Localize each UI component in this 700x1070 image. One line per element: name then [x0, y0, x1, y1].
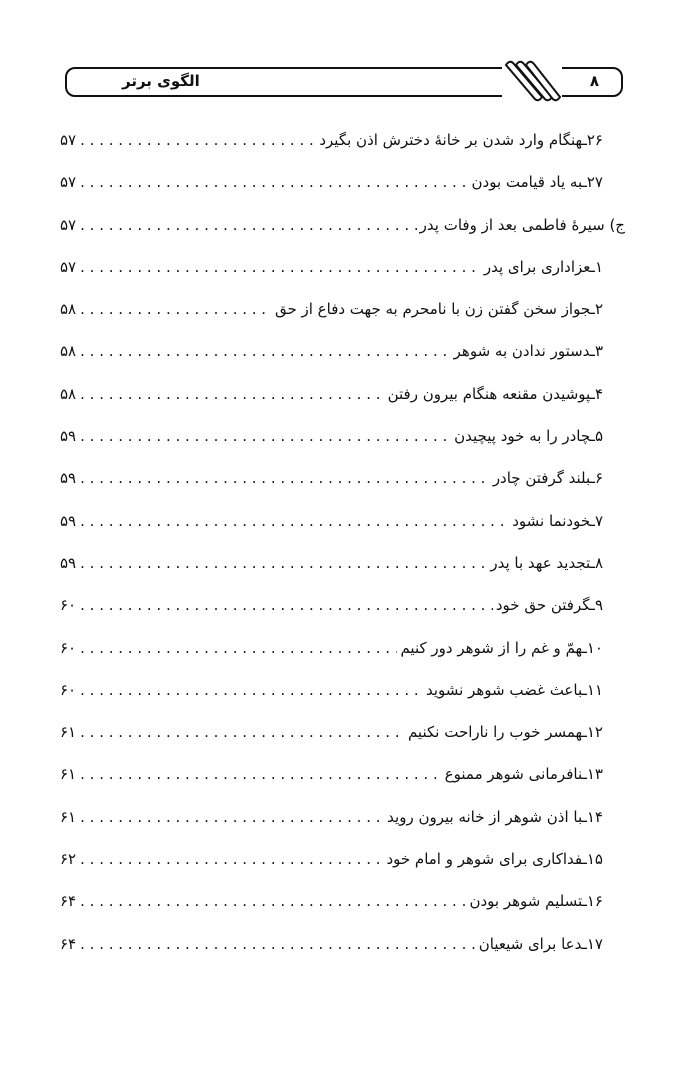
dot-leader: [80, 505, 509, 537]
dot-leader: [80, 801, 384, 833]
toc-entry-title: ۹ـگرفتن حق خود: [495, 596, 603, 615]
toc-entry-page: ۶۴: [60, 892, 77, 911]
toc-entry-title: ۱۵ـفداکاری برای شوهر و امام خود: [386, 850, 603, 869]
toc-entry-page: ۵۸: [60, 384, 77, 403]
page-number: ۸: [589, 72, 599, 90]
toc-entry-page: ۶۰: [60, 596, 77, 615]
toc-entry-page: ۵۹: [60, 469, 77, 488]
toc-entry[interactable]: [60, 716, 625, 758]
toc-entry[interactable]: [60, 335, 625, 377]
toc-entry-page: ۶۰: [60, 680, 77, 699]
toc-entry-title: ۱۲ـهمسر خوب را ناراحت نکنیم: [407, 723, 603, 742]
toc-entry[interactable]: [60, 420, 625, 462]
toc-entry-page: ۵۷: [60, 173, 77, 192]
toc-entry-page: ۵۸: [60, 300, 77, 319]
toc-entry-page: ۵۸: [60, 342, 77, 361]
toc-entry[interactable]: [60, 293, 625, 335]
toc-entry-title: ۱۰ـهمّ و غم را از شوهر دور کنیم: [400, 638, 603, 657]
toc-entry-page: ۶۱: [60, 807, 77, 826]
toc-entry-page: ۵۹: [60, 511, 77, 530]
toc-entry[interactable]: [60, 209, 625, 251]
toc-entry-title: ۴ـپوشیدن مقنعه هنگام بیرون رفتن: [387, 384, 603, 403]
toc-entry-title: ج) سیرهٔ فاطمی بعد از وفات پدر: [419, 215, 625, 234]
toc-entry[interactable]: [60, 547, 625, 589]
toc-entry-page: ۶۲: [60, 850, 77, 869]
toc-entry[interactable]: [60, 462, 625, 504]
toc-entry-title: ۳ـدستور ندادن به شوهر: [453, 342, 603, 361]
dot-leader: [80, 335, 451, 367]
toc-entry-title: ۵ـچادر را به خود پیچیدن: [454, 427, 603, 446]
toc-entry[interactable]: [60, 801, 625, 843]
dot-leader: [80, 716, 405, 748]
toc-entry[interactable]: [60, 632, 625, 674]
toc-entry[interactable]: [60, 674, 625, 716]
dot-leader: [80, 758, 442, 790]
dot-leader: [80, 632, 397, 664]
toc-entry[interactable]: [60, 378, 625, 420]
toc-entry-title: ۷ـخودنما نشود: [512, 511, 603, 530]
dot-leader: [80, 378, 384, 410]
running-header: [65, 67, 623, 97]
toc-entry-title: ۱ـعزاداری برای پدر: [483, 257, 603, 276]
dot-leader: [80, 251, 481, 283]
dot-leader: [80, 166, 468, 198]
toc-entry-page: ۵۷: [60, 131, 77, 149]
toc-entry-page: ۵۹: [60, 427, 77, 446]
toc-entry-title: ۱۶ـتسلیم شوهر بودن: [469, 892, 603, 911]
dot-leader: [80, 209, 417, 241]
toc-entry-page: ۵۷: [60, 257, 77, 276]
toc-entry-page: ۶۱: [60, 765, 77, 784]
decorative-stripes-icon: [502, 59, 562, 103]
dot-leader: [80, 462, 490, 494]
toc-entry-title: ۶ـبلند گرفتن چادر: [492, 469, 603, 488]
toc-entry[interactable]: [60, 589, 625, 631]
toc-entry[interactable]: [60, 124, 625, 166]
dot-leader: [80, 547, 487, 579]
toc-entry-title: ۱۷ـدعا برای شیعیان: [478, 934, 603, 953]
toc-entry-title: ۲۷ـبه یاد قیامت بودن: [471, 173, 603, 192]
toc-entry-page: ۵۷: [60, 215, 77, 234]
toc-entry-title: ۱۱ـباعث غضب شوهر نشوید: [425, 680, 603, 699]
toc-entry-title: ۱۴ـبا اذن شوهر از خانه بیرون روید: [387, 807, 603, 826]
toc-entry[interactable]: [60, 505, 625, 547]
toc-entry-title: ۱۳ـنافرمانی شوهر ممنوع: [444, 765, 603, 784]
book-title: الگوی برتر: [122, 72, 200, 90]
toc-entry-title: ۲۶ـهنگام وارد شدن بر خانهٔ دخترش اذن بگیرد: [319, 131, 603, 149]
dot-leader: [80, 124, 316, 156]
dot-leader: [80, 420, 451, 452]
toc-entry-page: ۶۴: [60, 934, 77, 953]
toc-entry-title: ۲ـجواز سخن گفتن زن با نامحرم به جهت دفاع از حق: [274, 300, 603, 319]
dot-leader: [80, 293, 272, 325]
table-of-contents: [60, 124, 625, 970]
dot-leader: [80, 843, 383, 875]
toc-entry-page: ۶۰: [60, 638, 77, 657]
toc-entry[interactable]: [60, 843, 625, 885]
toc-entry[interactable]: [60, 758, 625, 800]
toc-entry-page: ۵۹: [60, 553, 77, 572]
toc-entry[interactable]: [60, 885, 625, 927]
dot-leader: [80, 674, 423, 706]
toc-entry-page: ۶۱: [60, 723, 77, 742]
toc-entry[interactable]: [60, 251, 625, 293]
dot-leader: [80, 589, 493, 621]
toc-entry[interactable]: [60, 928, 625, 970]
dot-leader: [80, 928, 476, 960]
toc-entry-title: ۸ـتجدید عهد با پدر: [490, 553, 603, 572]
toc-entry[interactable]: [60, 166, 625, 208]
dot-leader: [80, 885, 466, 917]
